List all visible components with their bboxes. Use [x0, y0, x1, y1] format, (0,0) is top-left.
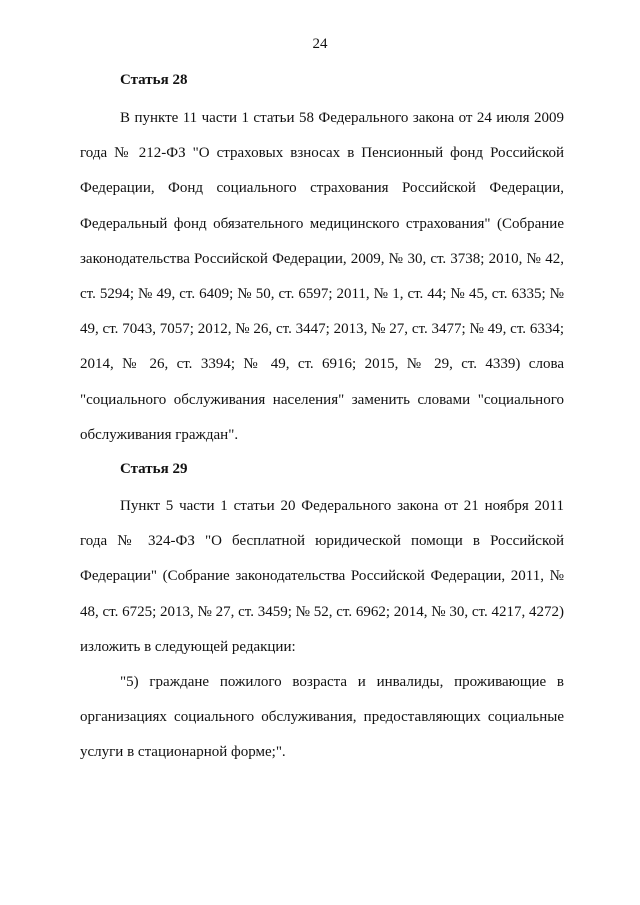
- article-heading: Статья 28: [120, 72, 188, 88]
- article-28: [80, 70, 564, 453]
- page-number: 24: [312, 36, 328, 52]
- article-paragraph: В пункте 11 части 1 статьи 58 Федерального закона от 24 июля 2009 года № 212-ФЗ "О страховых взносах в Пенсионный фонд Российской Федерации, Фонд социального страхования Российской Федерации, Федеральный фонд обязательного медицинского страхования" (Собрание законодательства Российской Федерации, 2009, № 30, ст. 3738; 2010, № 42, ст. 5294; № 49, ст. 6409; № 50, ст. 6597; 2011, № 1, ст. 44; № 45, ст. 6335; № 49, ст. 7043, 7057; 2012, № 26, ст. 3447; 2013, № 27, ст. 3477; № 49, ст. 6334; 2014, № 26, ст. 3394; № 49, ст. 6916; 2015, № 29, ст. 4339) слова "социального обслуживания населения" заменить словами "социального обслуживания граждан".: [80, 110, 564, 443]
- document-body: [80, 70, 564, 771]
- article-heading: Статья 29: [120, 461, 188, 478]
- article-29: [80, 459, 564, 771]
- article-paragraph: Пункт 5 части 1 статьи 20 Федерального закона от 21 ноября 2011 года № 324-ФЗ "О бесплатной юридической помощи в Российской Федерации" (Собрание законодательства Российской Федерации, 2011, № 48, ст. 6725; 2013, № 27, ст. 3459; № 52, ст. 6962; 2014, № 30, ст. 4217, 4272) изложить в следующей редакции:: [80, 498, 564, 655]
- article-paragraph-quote: "5) граждане пожилого возраста и инвалиды, проживающие в организациях социального обслуживания, предоставляющих социальные услуги в стационарной форме;".: [80, 674, 564, 761]
